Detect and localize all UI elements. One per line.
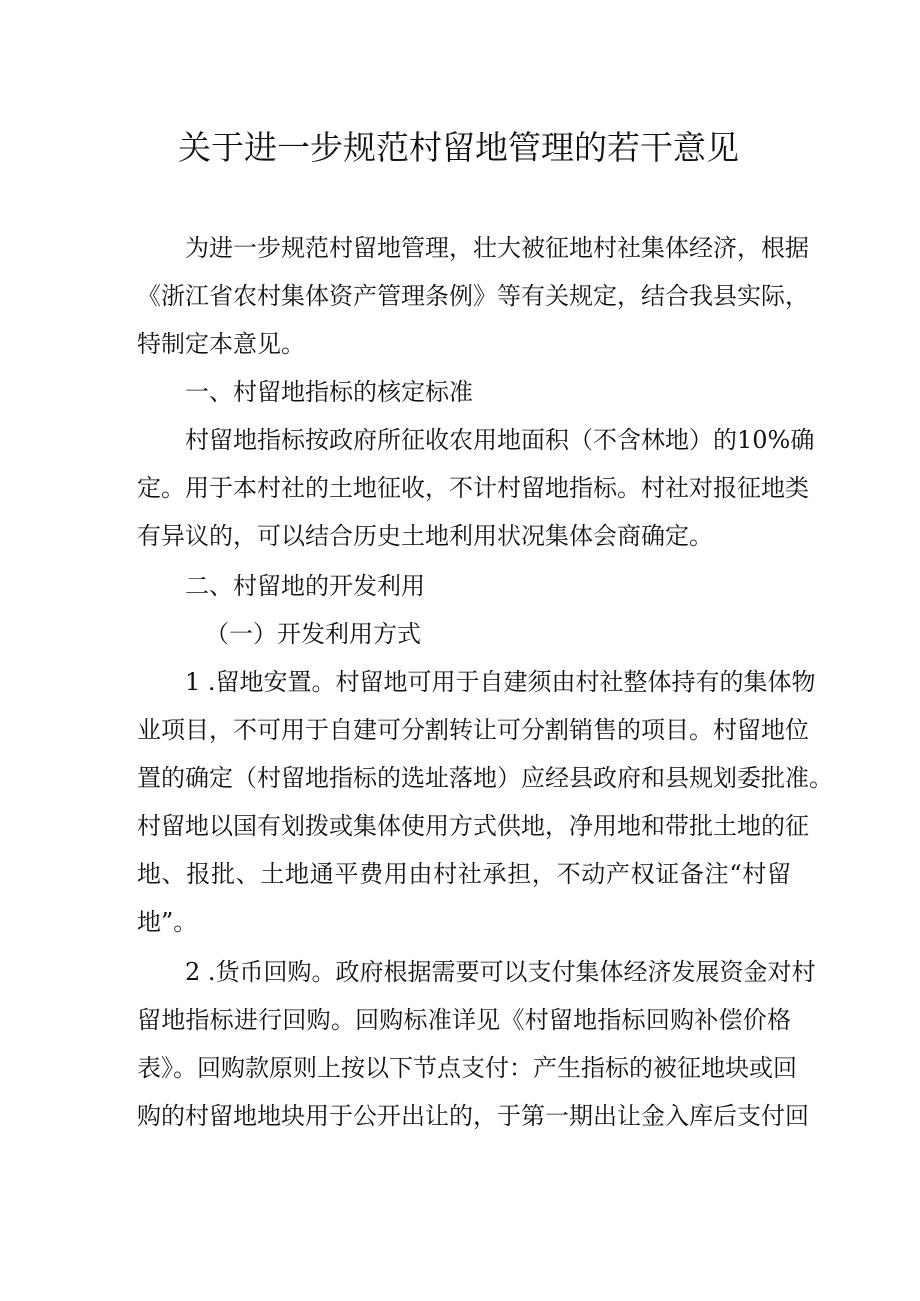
paragraph-line: 1 .留地安置。村留地可用于自建须由村社整体持有的集体物 [185,668,816,696]
document-title: 关于进一步规范村留地管理的若干意见 [178,128,739,167]
paragraph-line: 村留地以国有划拨或集体使用方式供地，净用地和带批土地的征 [137,812,809,840]
subsection-heading: （一）开发利用方式 [205,620,421,648]
paragraph-line: 为进一步规范村留地管理，壮大被征地村社集体经济，根据 [185,234,809,262]
section-heading: 二、村留地的开发利用 [185,572,425,600]
section-heading: 一、村留地指标的核定标准 [185,378,473,406]
paragraph-line: 《浙江省农村集体资产管理条例》等有关规定，结合我县实际， [137,282,809,310]
paragraph-line: 置的确定（村留地指标的选址落地）应经县政府和县规划委批准。 [137,764,833,792]
paragraph-line: 有异议的，可以结合历史土地利用状况集体会商确定。 [137,522,713,550]
paragraph-line: 业项目，不可用于自建可分割转让可分割销售的项目。村留地位 [137,716,809,744]
paragraph-line: 村留地指标按政府所征收农用地面积（不含林地）的10%确 [185,426,815,454]
paragraph-line: 表》。回购款原则上按以下节点支付：产生指标的被征地块或回 [137,1054,797,1082]
paragraph-line: 地、报批、土地通平费用由村社承担，不动产权证备注“村留 [137,860,791,888]
paragraph-line: 留地指标进行回购。回购标准详见《村留地指标回购补偿价格 [137,1006,791,1034]
paragraph-line: 地”。 [137,908,198,936]
paragraph-line: 定。用于本村社的土地征收，不计村留地指标。村社对报征地类 [137,474,809,502]
paragraph-line: 2 .货币回购。政府根据需要可以支付集体经济发展资金对村 [185,958,816,986]
paragraph-line: 购的村留地地块用于公开出让的，于第一期出让金入库后支付回 [137,1102,809,1130]
paragraph-line: 特制定本意见。 [137,330,305,358]
